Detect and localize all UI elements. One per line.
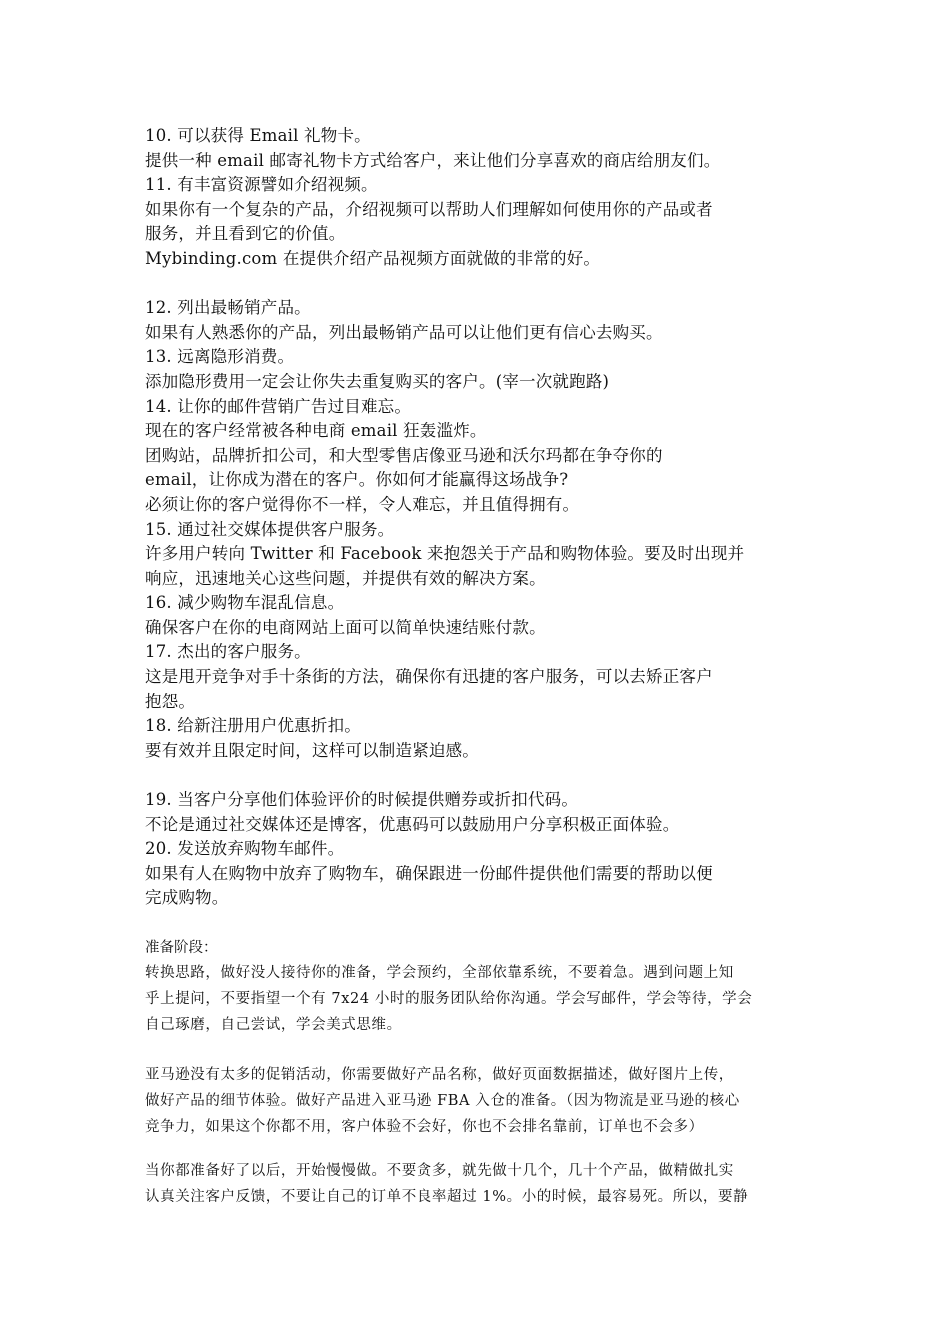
- text-line: 如果你有一个复杂的产品，介绍视频可以帮助人们理解如何使用你的产品或者: [145, 199, 713, 219]
- paragraph-2: [145, 1062, 810, 1140]
- text-line: Mybinding.com 在提供介绍产品视频方面就做的非常的好。: [145, 248, 601, 268]
- text-line: 竞争力，如果这个你都不用，客户体验不会好，你也不会排名靠前，订单也不会多）: [145, 1119, 704, 1136]
- text-line: 11. 有丰富资源譬如介绍视频。: [145, 175, 378, 195]
- text-line: 亚马逊没有太多的促销活动，你需要做好产品名称，做好页面数据描述，做好图片上传，: [145, 1067, 734, 1084]
- text-line: 服务，并且看到它的价值。: [145, 224, 346, 244]
- text-line: 不论是通过社交媒体还是博客，优惠码可以鼓励用户分享积极正面体验。: [145, 814, 680, 834]
- blank-line: [145, 911, 810, 936]
- text-line: 如果有人熟悉你的产品，列出最畅销产品可以让他们更有信心去购买。: [145, 322, 663, 342]
- text-line: 认真关注客户反馈，不要让自己的订单不良率超过 1%。小的时候，最容易死。所以，要静: [145, 1189, 749, 1206]
- text-line: 提供一种 email 邮寄礼物卡方式给客户，来让他们分享喜欢的商店给朋友们。: [145, 150, 721, 170]
- text-line: 14. 让你的邮件营销广告过目难忘。: [145, 396, 412, 416]
- blank-line: [145, 763, 810, 788]
- blank-line: [145, 272, 810, 297]
- tips-block-1: [145, 124, 810, 272]
- text-line: 18. 给新注册用户优惠折扣。: [145, 716, 361, 736]
- text-line: 完成购物。: [145, 888, 229, 908]
- text-line: 做好产品的细节体验。做好产品进入亚马逊 FBA 入仓的准备。（因为物流是亚马逊的核心: [145, 1093, 740, 1110]
- text-line: 20. 发送放弃购物车邮件。: [145, 839, 345, 859]
- paragraph-1: [145, 960, 810, 1038]
- text-line: 要有效并且限定时间，这样可以制造紧迫感。: [145, 740, 479, 760]
- text-line: 13. 远离隐形消费。: [145, 347, 295, 367]
- text-line: 必须让你的客户觉得你不一样，令人难忘，并且值得拥有。: [145, 494, 580, 514]
- text-line: 如果有人在购物中放弃了购物车，确保跟进一份邮件提供他们需要的帮助以便: [145, 863, 713, 883]
- text-line: 当你都准备好了以后，开始慢慢做。不要贪多，就先做十几个，几十个产品，做精做扎实: [145, 1163, 734, 1180]
- tips-block-3: [145, 788, 810, 911]
- section-heading-preparation: 准备阶段：: [145, 939, 218, 956]
- text-line: 现在的客户经常被各种电商 email 狂轰滥炸。: [145, 421, 487, 441]
- text-line: 转换思路，做好没人接待你的准备，学会预约，全部依靠系统，不要着急。遇到问题上知: [145, 964, 734, 981]
- text-line: 抱怨。: [145, 691, 196, 711]
- text-line: 确保客户在你的电商网站上面可以简单快速结账付款。: [145, 617, 546, 637]
- tips-block-2: [145, 296, 810, 763]
- document-body: [145, 124, 810, 1210]
- paragraph-3: [145, 1158, 810, 1210]
- text-line: 添加隐形费用一定会让你失去重复购买的客户。(宰一次就跑路): [145, 371, 610, 391]
- text-line: 自己琢磨，自己尝试，学会美式思维。: [145, 1016, 402, 1033]
- text-line: 响应，迅速地关心这些问题，并提供有效的解决方案。: [145, 568, 546, 588]
- text-line: 12. 列出最畅销产品。: [145, 298, 311, 318]
- text-line: 10. 可以获得 Email 礼物卡。: [145, 126, 371, 145]
- text-line: 15. 通过社交媒体提供客户服务。: [145, 519, 395, 539]
- text-line: 许多用户转向 Twitter 和 Facebook 来抱怨关于产品和购物体验。要及时出现并: [145, 544, 745, 564]
- text-line: 这是甩开竞争对手十条街的方法，确保你有迅捷的客户服务，可以去矫正客户: [145, 667, 713, 687]
- text-line: 团购站，品牌折扣公司，和大型零售店像亚马逊和沃尔玛都在争夺你的: [145, 445, 663, 465]
- text-line: 17. 杰出的客户服务。: [145, 642, 311, 662]
- text-line: 乎上提问，不要指望一个有 7x24 小时的服务团队给你沟通。学会写邮件，学会等待，学会: [145, 990, 753, 1007]
- blank-line: [145, 1140, 810, 1158]
- text-line: 19. 当客户分享他们体验评价的时候提供赠券或折扣代码。: [145, 790, 579, 810]
- blank-line: [145, 1038, 810, 1063]
- text-line: 16. 减少购物车混乱信息。: [145, 593, 345, 613]
- text-line: email，让你成为潜在的客户。你如何才能赢得这场战争?: [145, 470, 569, 490]
